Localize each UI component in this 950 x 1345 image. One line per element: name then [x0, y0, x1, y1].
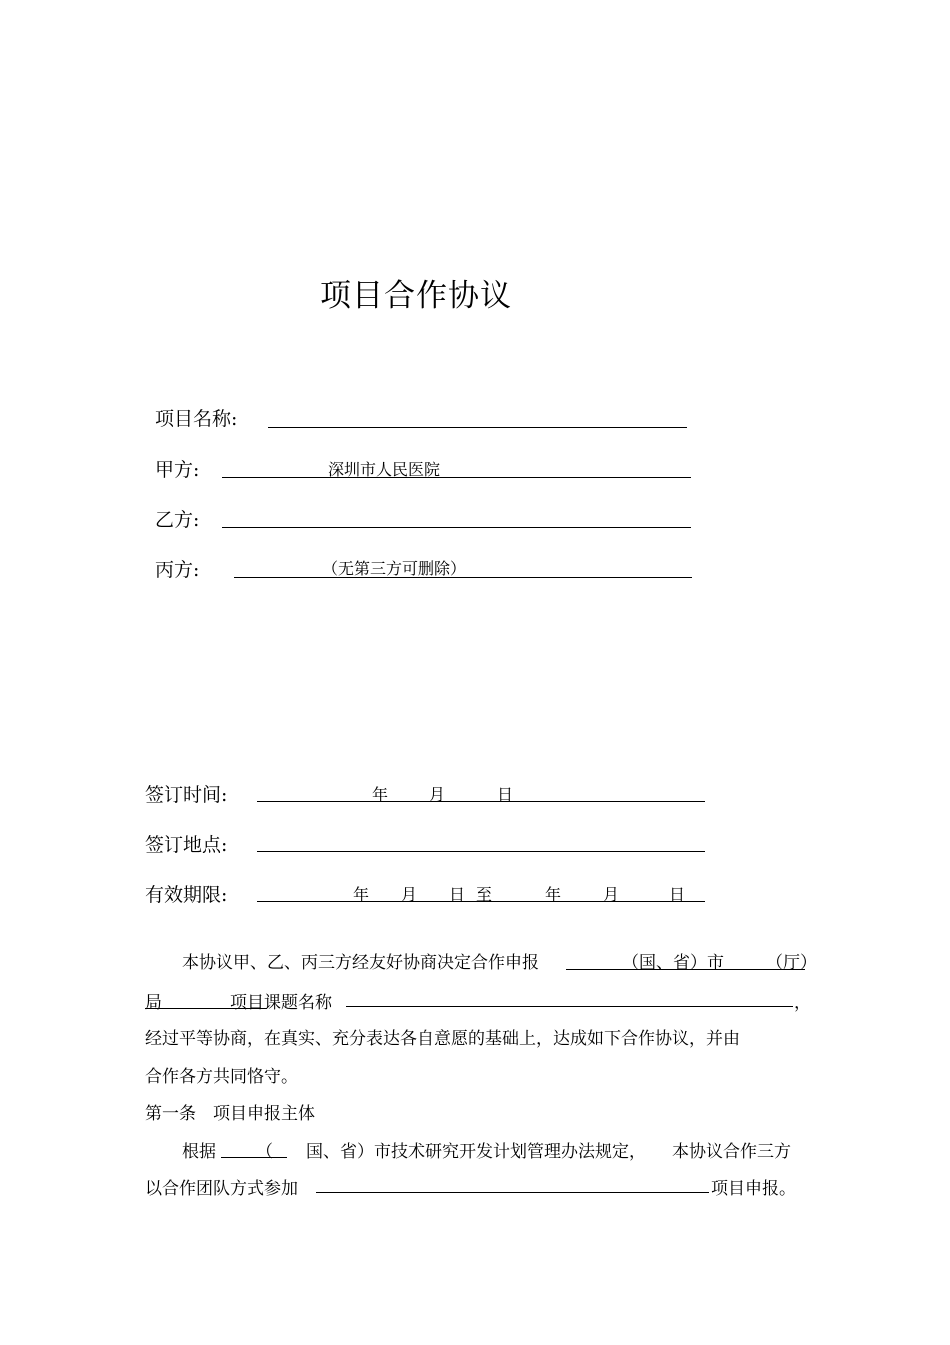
validity-year-2: 年 [545, 885, 562, 904]
party-a-label: 甲方: [155, 459, 200, 481]
article-1-line-2-end: 项目申报。 [711, 1179, 796, 1199]
article-1-mid: 国、省）市技术研究开发计划管理办法规定， [306, 1142, 646, 1162]
signing-time-year: 年 [372, 785, 389, 804]
article-1-project-line [316, 1192, 709, 1193]
party-b-line [222, 527, 691, 528]
paragraph-1-project: 项目 [230, 993, 264, 1013]
party-a-value: 深圳市人民医院 [328, 460, 441, 479]
article-1-end: 本协议合作三方 [672, 1142, 791, 1162]
party-c-label: 丙方: [155, 559, 200, 581]
article-1-title: 第一条 项目申报主体 [145, 1104, 315, 1124]
validity-month-1: 月 [401, 885, 418, 904]
party-b-label: 乙方: [155, 509, 200, 531]
paragraph-1-ju: 局 [145, 993, 162, 1013]
validity-month-2: 月 [603, 885, 620, 904]
project-name-label: 项目名称: [155, 408, 238, 430]
validity-to: 至 [476, 885, 493, 904]
signing-time-line [257, 801, 705, 802]
paragraph-1-comma: ， [794, 993, 811, 1013]
party-a-line [222, 477, 691, 478]
signing-time-day: 日 [497, 785, 514, 804]
article-1-start: 根据 [182, 1142, 216, 1162]
signing-time-label: 签订时间: [145, 784, 228, 806]
paragraph-1-guo: （国、省）市 [622, 953, 724, 973]
signing-time-month: 月 [429, 785, 446, 804]
article-1-blank-underline [221, 1157, 287, 1158]
party-c-value: （无第三方可删除） [322, 559, 467, 578]
validity-year-1: 年 [353, 885, 370, 904]
signing-place-line [257, 851, 705, 852]
signing-place-label: 签订地点: [145, 834, 228, 856]
article-1-line-2-start: 以合作团队方式参加 [145, 1179, 298, 1199]
validity-day-2: 日 [669, 885, 686, 904]
paragraph-1-line-3: 经过平等协商，在真实、充分表达各自意愿的基础上，达成如下合作协议，并由 [145, 1029, 740, 1049]
party-c-line [234, 577, 692, 578]
document-title: 项目合作协议 [320, 278, 512, 314]
topic-name-line [346, 1006, 793, 1007]
project-name-line [268, 427, 687, 428]
validity-day-1: 日 [449, 885, 466, 904]
article-1-paren: （ [256, 1142, 273, 1162]
paragraph-1-start: 本协议甲、乙、丙三方经友好协商决定合作申报 [182, 953, 539, 973]
paragraph-1-ting: （厅） [766, 953, 817, 973]
paragraph-1-topic: 课题名称 [264, 993, 332, 1013]
paragraph-1-line-4: 合作各方共同恪守。 [145, 1067, 298, 1087]
validity-line [257, 901, 705, 902]
validity-label: 有效期限: [145, 884, 228, 906]
